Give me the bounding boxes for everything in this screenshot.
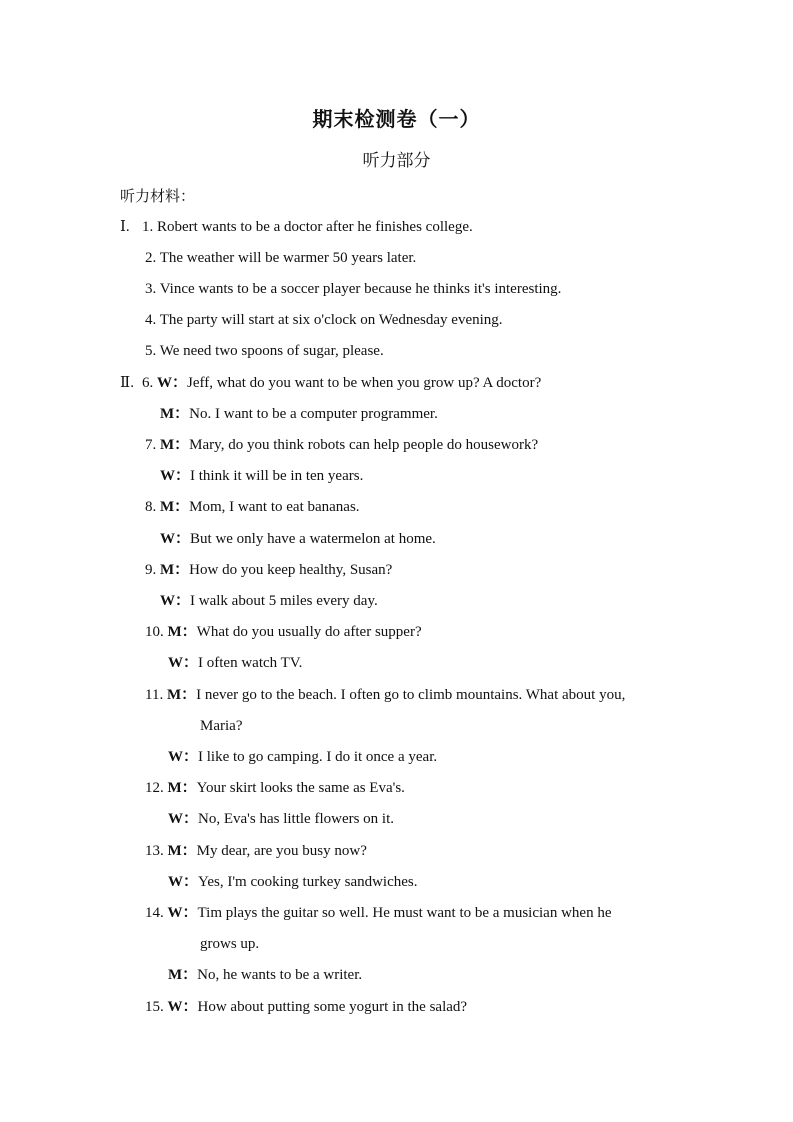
dialogue-7-line-1 [145, 435, 538, 455]
dialogue-9-line-2 [160, 591, 378, 611]
speaker-label: W： [168, 655, 199, 671]
item-text: Robert wants to be a doctor after he finishes college. [157, 219, 473, 235]
speaker-label: W： [160, 468, 191, 484]
item-number: 4. [145, 312, 157, 328]
item-text: The party will start at six o'clock on Wednesday evening. [159, 312, 503, 328]
part1-item-5 [145, 341, 384, 361]
speaker-label: M： [166, 687, 197, 703]
dialogue-text: No. I want to be a computer programmer. [189, 406, 438, 422]
dialogue-9-line-1 [145, 560, 392, 580]
dialogue-13-line-2 [168, 872, 418, 892]
item-number: 2. [145, 250, 157, 266]
dialogue-text: Your skirt looks the same as Eva's. [196, 780, 405, 796]
dialogue-10-line-1 [145, 622, 422, 642]
speaker-label: W： [160, 531, 191, 547]
item-number: 15. [145, 999, 164, 1015]
speaker-label: W： [167, 905, 198, 921]
dialogue-10-line-2 [168, 653, 302, 673]
dialogue-text: Jeff, what do you want to be when you grow up? A doctor? [187, 375, 542, 391]
item-number: 7. [145, 437, 157, 453]
dialogue-text: Mom, I want to eat bananas. [189, 499, 360, 515]
speaker-label: M： [167, 780, 197, 796]
section-label: 听力材料： [120, 187, 196, 205]
speaker-label: W： [168, 874, 199, 890]
page-subtitle: 听力部分 [362, 151, 431, 171]
part2-roman: Ⅱ. [120, 375, 134, 391]
speaker-label: W： [167, 999, 198, 1015]
speaker-label: W： [157, 375, 188, 391]
item-number: 6. [142, 375, 154, 391]
dialogue-11-line-1 [145, 685, 625, 705]
item-text: The weather will be warmer 50 years later. [159, 250, 417, 266]
dialogue-text: My dear, are you busy now? [196, 843, 367, 859]
dialogue-text: I like to go camping. I do it once a year. [198, 749, 438, 765]
speaker-label: M： [160, 499, 190, 515]
part1-roman: Ⅰ. [120, 219, 130, 235]
dialogue-12-line-2 [168, 809, 394, 829]
dialogue-text: No, he wants to be a writer. [197, 967, 363, 983]
part1-item-4 [145, 310, 503, 330]
dialogue-text: Mary, do you think robots can help people do housework? [189, 437, 539, 453]
dialogue-15-line-1 [145, 997, 467, 1017]
speaker-label: M： [167, 843, 197, 859]
dialogue-text: Tim plays the guitar so well. He must want to be a musician when he [197, 905, 612, 921]
item-number: 12. [145, 780, 164, 796]
dialogue-13-line-1 [145, 841, 367, 861]
item-number: 1. [142, 219, 154, 235]
dialogue-text: I walk about 5 miles every day. [190, 593, 378, 609]
dialogue-text: I never go to the beach. I often go to climb mountains. What about you, [196, 687, 626, 703]
speaker-label: M： [160, 562, 190, 578]
item-text: We need two spoons of sugar, please. [159, 343, 384, 359]
dialogue-text: I often watch TV. [198, 655, 303, 671]
item-number: 3. [145, 281, 157, 297]
dialogue-6-line-1 [120, 373, 541, 393]
dialogue-text: I think it will be in ten years. [190, 468, 364, 484]
dialogue-text-continued: grows up. [200, 936, 260, 952]
item-number: 14. [145, 905, 164, 921]
item-text: Vince wants to be a soccer player because he thinks it's interesting. [159, 281, 562, 297]
speaker-label: W： [168, 811, 199, 827]
dialogue-8-line-2 [160, 529, 436, 549]
dialogue-text: How do you keep healthy, Susan? [189, 562, 393, 578]
part1-item-3 [145, 279, 561, 299]
dialogue-8-line-1 [145, 497, 360, 517]
dialogue-text-continued: Maria? [200, 718, 243, 734]
item-number: 11. [145, 687, 164, 703]
item-number: 8. [145, 499, 157, 515]
dialogue-6-line-2 [160, 404, 438, 424]
dialogue-text: No, Eva's has little flowers on it. [198, 811, 395, 827]
part1-item-1 [120, 217, 473, 237]
speaker-label: M： [167, 624, 197, 640]
part1-item-2 [145, 248, 416, 268]
item-number: 5. [145, 343, 157, 359]
dialogue-11-line-2 [168, 747, 437, 767]
dialogue-text: But we only have a watermelon at home. [190, 531, 436, 547]
speaker-label: M： [160, 406, 190, 422]
speaker-label: W： [160, 593, 191, 609]
dialogue-7-line-2 [160, 466, 363, 486]
item-number: 13. [145, 843, 164, 859]
speaker-label: M： [160, 437, 190, 453]
item-number: 9. [145, 562, 157, 578]
dialogue-14-line-2 [168, 965, 362, 985]
dialogue-14-line-1 [145, 903, 611, 923]
dialogue-text: Yes, I'm cooking turkey sandwiches. [198, 874, 418, 890]
dialogue-11-line-1-cont [200, 716, 242, 736]
item-number: 10. [145, 624, 164, 640]
page-title: 期末检测卷（一） [312, 107, 481, 131]
dialogue-12-line-1 [145, 778, 405, 798]
speaker-label: M： [168, 967, 198, 983]
dialogue-text: What do you usually do after supper? [196, 624, 422, 640]
speaker-label: W： [168, 749, 199, 765]
dialogue-text: How about putting some yogurt in the salad? [197, 999, 468, 1015]
dialogue-14-line-1-cont [200, 934, 259, 954]
